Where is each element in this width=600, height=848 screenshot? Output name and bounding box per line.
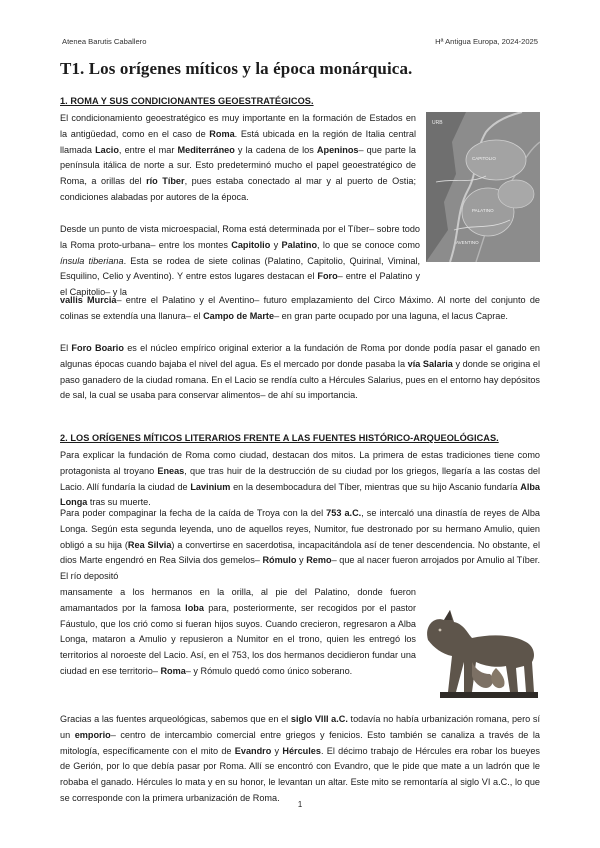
section-2-paragraph-1: Para explicar la fundación de Roma como ciudad, destacan dos mitos. La primera de estas tradiciones tiene como protagonista al troyano Eneas, que tras huir de la destrucción de su ciudad por los griegos, llegaría a las costas del Lacio. Allí fundaría la ciudad de Lavinium en la desembocadura del Tíber, mientras que su hijo Ascanio fundaría Alba Longa tras su muerte. <box>60 450 541 508</box>
section-1-paragraph-1: El condicionamiento geoestratégico es muy importante en la formación de Estados en la antigüedad, como en el caso de Roma. Está ubicada en la región de Italia central llamada Lacio, entre el mar Mediterráneo y la cadena de los Apeninos– que parte la península itálica de norte a sur. Esto predeterminó mucho el papel geoestratégico de Roma, a orillas del río Tíber, pues estaba conectado al mar y al puerto de Ostia; condiciones alabadas por autores de la época. <box>60 113 417 202</box>
section-2-paragraph-2-continued: mansamente a los hermanos en la orilla, al pie del Palatino, donde fueron amamantados por la famosa loba para, posteriormente, ser recogidos por el pastor Fáustulo, que los crió como si fueran hijos suyos. Cuando crecieron, regresaron a Alba Longa, mataron a Amulio y repusieron a Numitor en el trono, quien les entregó los territorios al noroeste del Lacio. Así, en el 753, los dos hermanos decidieron fundar una ciudad en ese territorio– Roma– y Rómulo quedó como único soberano. <box>60 587 416 676</box>
section-1-paragraph-2-continued: vallis Murcia– entre el Palatino y el Aventino– futuro emplazamiento del Circo Máximo. Al norte del conjunto de colinas se extendía una llanura– el Campo de Marte– en gran parte ocupado por una laguna, el lacus Caprae. <box>60 295 540 321</box>
capitoline-wolf-image <box>420 596 540 704</box>
page-title: T1. Los orígenes míticos y la época monárquica. <box>60 59 413 78</box>
page-number: 1 <box>297 800 303 809</box>
section-1-heading: 1. ROMA Y SUS CONDICIONANTES GEOESTRATÉGICOS. <box>60 96 314 106</box>
header-course: Hª Antigua Europa, 2024-2025 <box>435 37 538 46</box>
section-2-paragraph-3: Gracias a las fuentes arqueológicas, sabemos que en el siglo VIII a.C. todavía no había urbanización romana, pero sí un emporio– centro de intercambio comercial entre griegos y fenicios. Esto también se canaliza a través de la mitología, específicamente con el mito de Evandro y Hércules. El décimo trabajo de Hércules era robar los bueyes de Gerión, por lo que debía pasar por Roma. Allí se encontró con Evandro, que le pide que mate a un ladrón que le robaba el ganado. Hércules lo mata y en su honor, le levantan un altar. Este mito se remontaría al siglo VI a.C., lo que se corresponde con la primera urbanización de Roma. <box>60 714 541 803</box>
map-drawing <box>426 112 540 262</box>
rome-map-image <box>426 112 540 262</box>
map-label-aventino: AVENTINO <box>456 240 479 245</box>
section-2-paragraph-2: Para poder compaginar la fecha de la caída de Troya con la del 753 a.C., se intercaló una dinastía de reyes de Alba Longa. Según esta segunda leyenda, uno de aquellos reyes, Numitor, fue destronado por su hermano Amulio, quien obligó a su hija (Rea Silvia) a convertirse en sacerdotisa, incapacitándola así de tener descendencia. No obstante, el dios Marte engendró en Rea Silvia dos gemelos– Rómulo y Remo– que al nacer fueron arrojados por Amulio al Tíber. El río depositó <box>60 508 540 582</box>
map-label-urb: URB <box>432 120 443 126</box>
header-author: Atenea Barutis Caballero <box>62 37 147 46</box>
section-1-paragraph-3: El Foro Boario es el núcleo empírico original exterior a la fundación de Roma por donde podía pasar el ganado en algunas épocas cuando bajaba el nivel del agua. Es el mercado por donde pasaba la vía Salaria y donde se origina el paso ganadero de la ciudad romana. En el Lacio se rendía culto a Hércules Salarius, pues en el entorno hay depósitos de sal, la cual se usaba para conservar alimentos– de ahí su importancia. <box>60 343 541 401</box>
wolf-drawing <box>420 596 540 704</box>
map-label-palatino: PALATINO <box>472 208 494 213</box>
section-2-heading: 2. LOS ORÍGENES MÍTICOS LITERARIOS FRENTE A LAS FUENTES HISTÓRICO-ARQUEOLÓGICAS. <box>60 433 499 443</box>
section-1-paragraph-2: Desde un punto de vista microespacial, Roma está determinada por el Tíber– sobre todo la Roma proto-urbana– entre los montes Capitolio y Palatino, lo que se conoce como ínsula tiberiana. Esta se rodea de siete colinas (Palatino, Capitolio, Quirinal, Viminal, Esquilino, Celio y Aventino). Y entre estos lugares destacan el Foro– entre el Palatino y el Capitolio– y la <box>60 224 421 298</box>
map-label-capitolio: CAPITOLIO <box>472 156 496 161</box>
